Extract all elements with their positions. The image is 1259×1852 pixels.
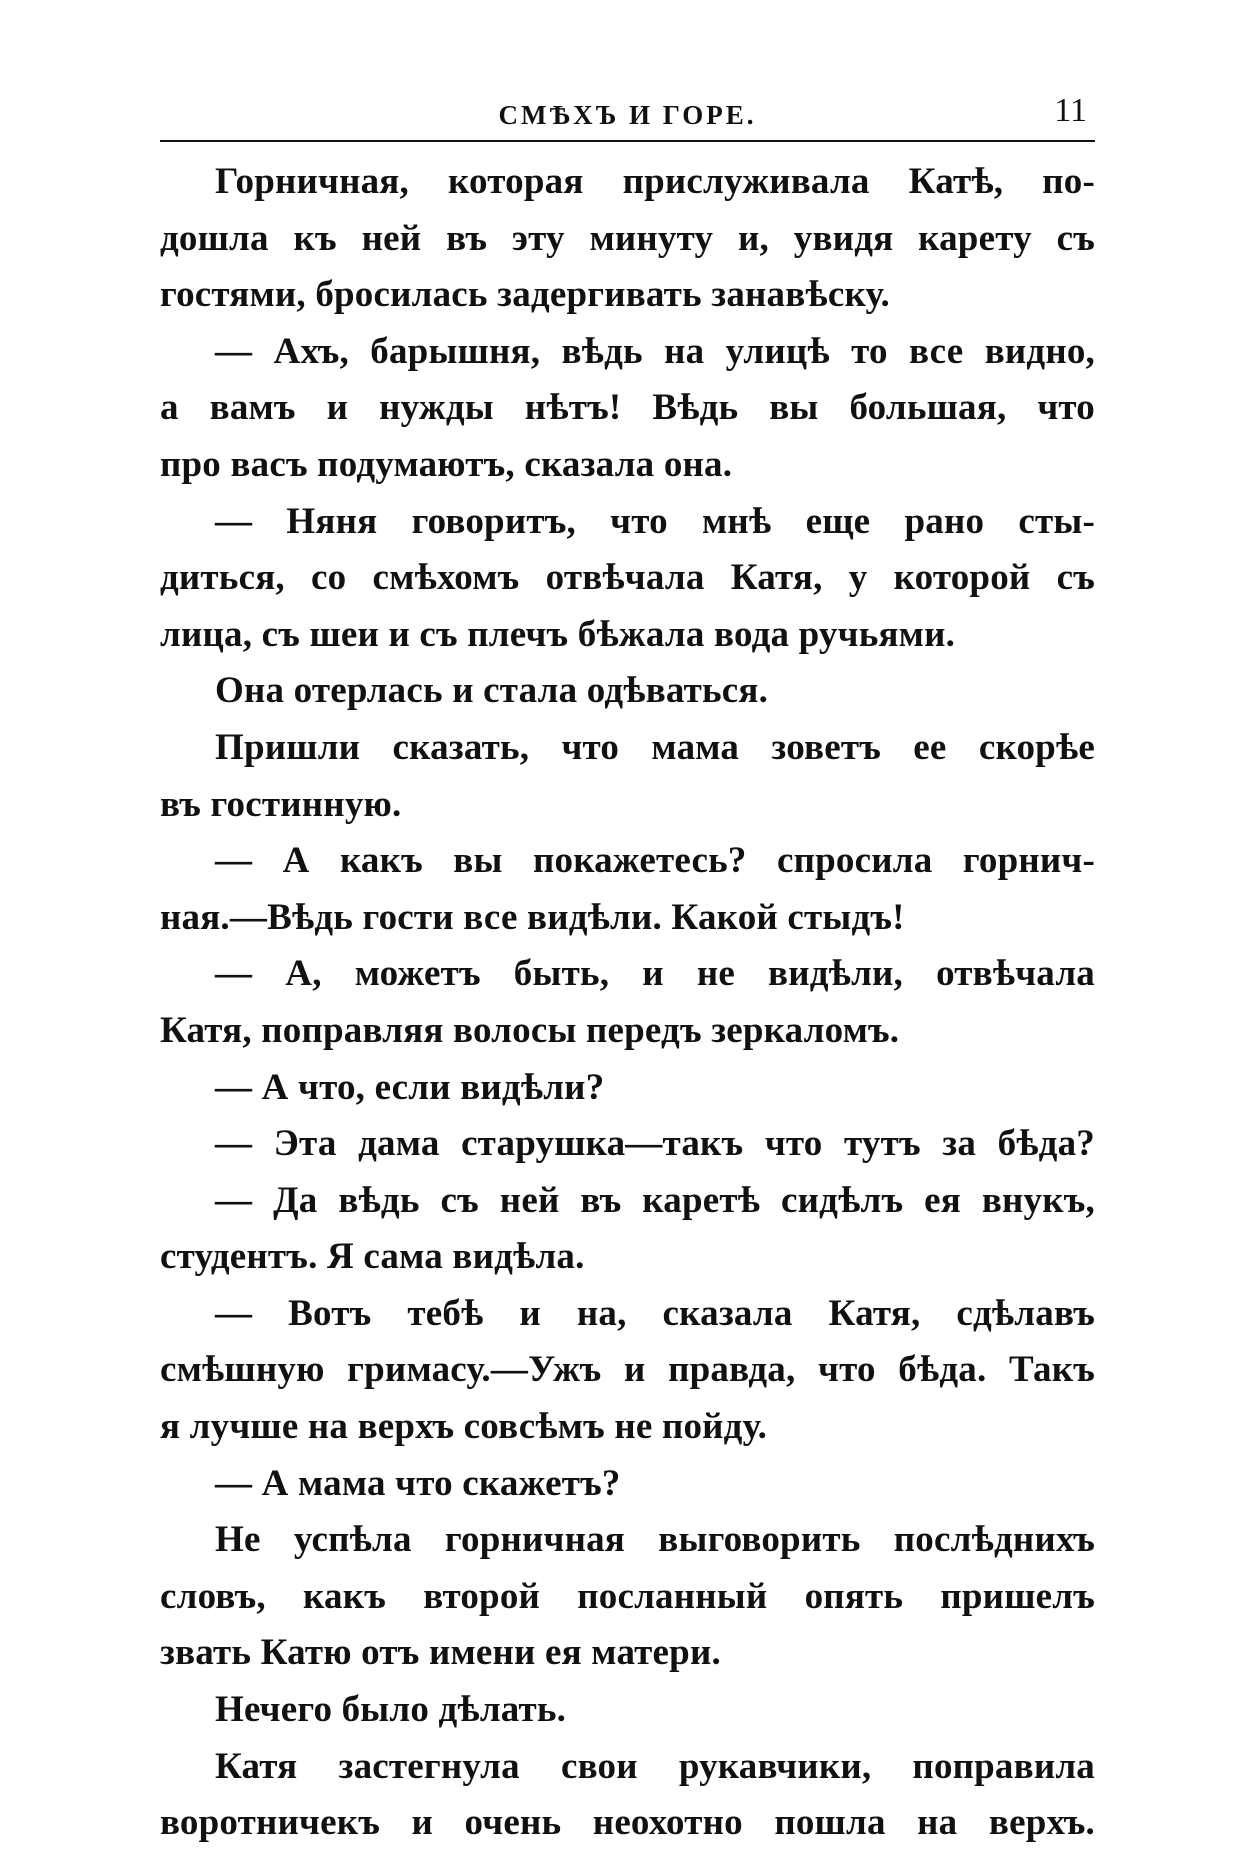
text-line: про васъ подумаютъ, сказала она. — [160, 443, 733, 485]
text-line: — Да вѣдь съ ней въ каретѣ сидѣлъ ея внукъ, — [215, 1179, 1095, 1221]
text-line: Нечего было дѣлать. — [215, 1689, 567, 1731]
running-head — [160, 88, 1095, 142]
text-line: — А что, если видѣли? — [215, 1066, 605, 1108]
text-line: Она отерлась и стала одѣваться. — [215, 670, 769, 712]
text-line: а вамъ и нужды нѣтъ! Вѣдь вы большая, что — [160, 387, 1095, 429]
text-line: смѣшную гримасу.—Ужъ и правда, что бѣда. Такъ — [160, 1349, 1095, 1391]
text-line: дошла къ ней въ эту минуту и, увидя карету съ — [160, 217, 1095, 259]
text-line: словъ, какъ второй посланный опять пришелъ — [160, 1575, 1095, 1617]
text-line: гостями, бросилась задергивать занавѣску. — [160, 274, 890, 316]
page-number: 11 — [1054, 92, 1087, 129]
text-line: — Няня говоритъ, что мнѣ еще рано сты- — [215, 500, 1095, 542]
text-line: студентъ. Я сама видѣла. — [160, 1236, 585, 1278]
text-line: Пришли сказать, что мама зоветъ ее скорѣе — [215, 726, 1095, 768]
text-line: Катя застегнула свои рукавчики, поправила — [215, 1745, 1095, 1787]
text-line: — Эта дама старушка—такъ что тутъ за бѣда? — [215, 1123, 1095, 1165]
running-title: СМѢХЪ И ГОРЕ. — [498, 100, 757, 130]
text-line: диться, со смѣхомъ отвѣчала Катя, у которой съ — [160, 557, 1095, 599]
text-line: Горничная, которая прислуживала Катѣ, по- — [215, 161, 1095, 202]
text-line: я лучше на верхъ совсѣмъ не пойду. — [160, 1406, 768, 1448]
text-line: Не успѣла горничная выговорить послѣднихъ — [215, 1519, 1095, 1561]
text-line: — А какъ вы покажетесь? спросила горнич- — [215, 840, 1095, 882]
text-line: звать Катю отъ имени ея матери. — [160, 1632, 721, 1674]
body-text — [160, 154, 1095, 1852]
text-line: въ гостинную. — [160, 783, 402, 825]
text-line: — А мама что скажетъ? — [215, 1462, 621, 1504]
text-line: лица, съ шеи и съ плечъ бѣжала вода ручьями. — [160, 613, 956, 655]
book-page — [160, 88, 1095, 1852]
text-line: — Вотъ тебѣ и на, сказала Катя, сдѣлавъ — [215, 1292, 1095, 1334]
text-line: воротничекъ и очень неохотно пошла на верхъ. — [160, 1802, 1095, 1844]
text-line: — А, можетъ быть, и не видѣли, отвѣчала — [215, 953, 1095, 995]
text-line: — Ахъ, барышня, вѣдь на улицѣ то все видно, — [215, 330, 1095, 372]
text-line: ная.—Вѣдь гости все видѣли. Какой стыдъ! — [160, 896, 905, 938]
text-line: Катя, поправляя волосы передъ зеркаломъ. — [160, 1009, 900, 1051]
